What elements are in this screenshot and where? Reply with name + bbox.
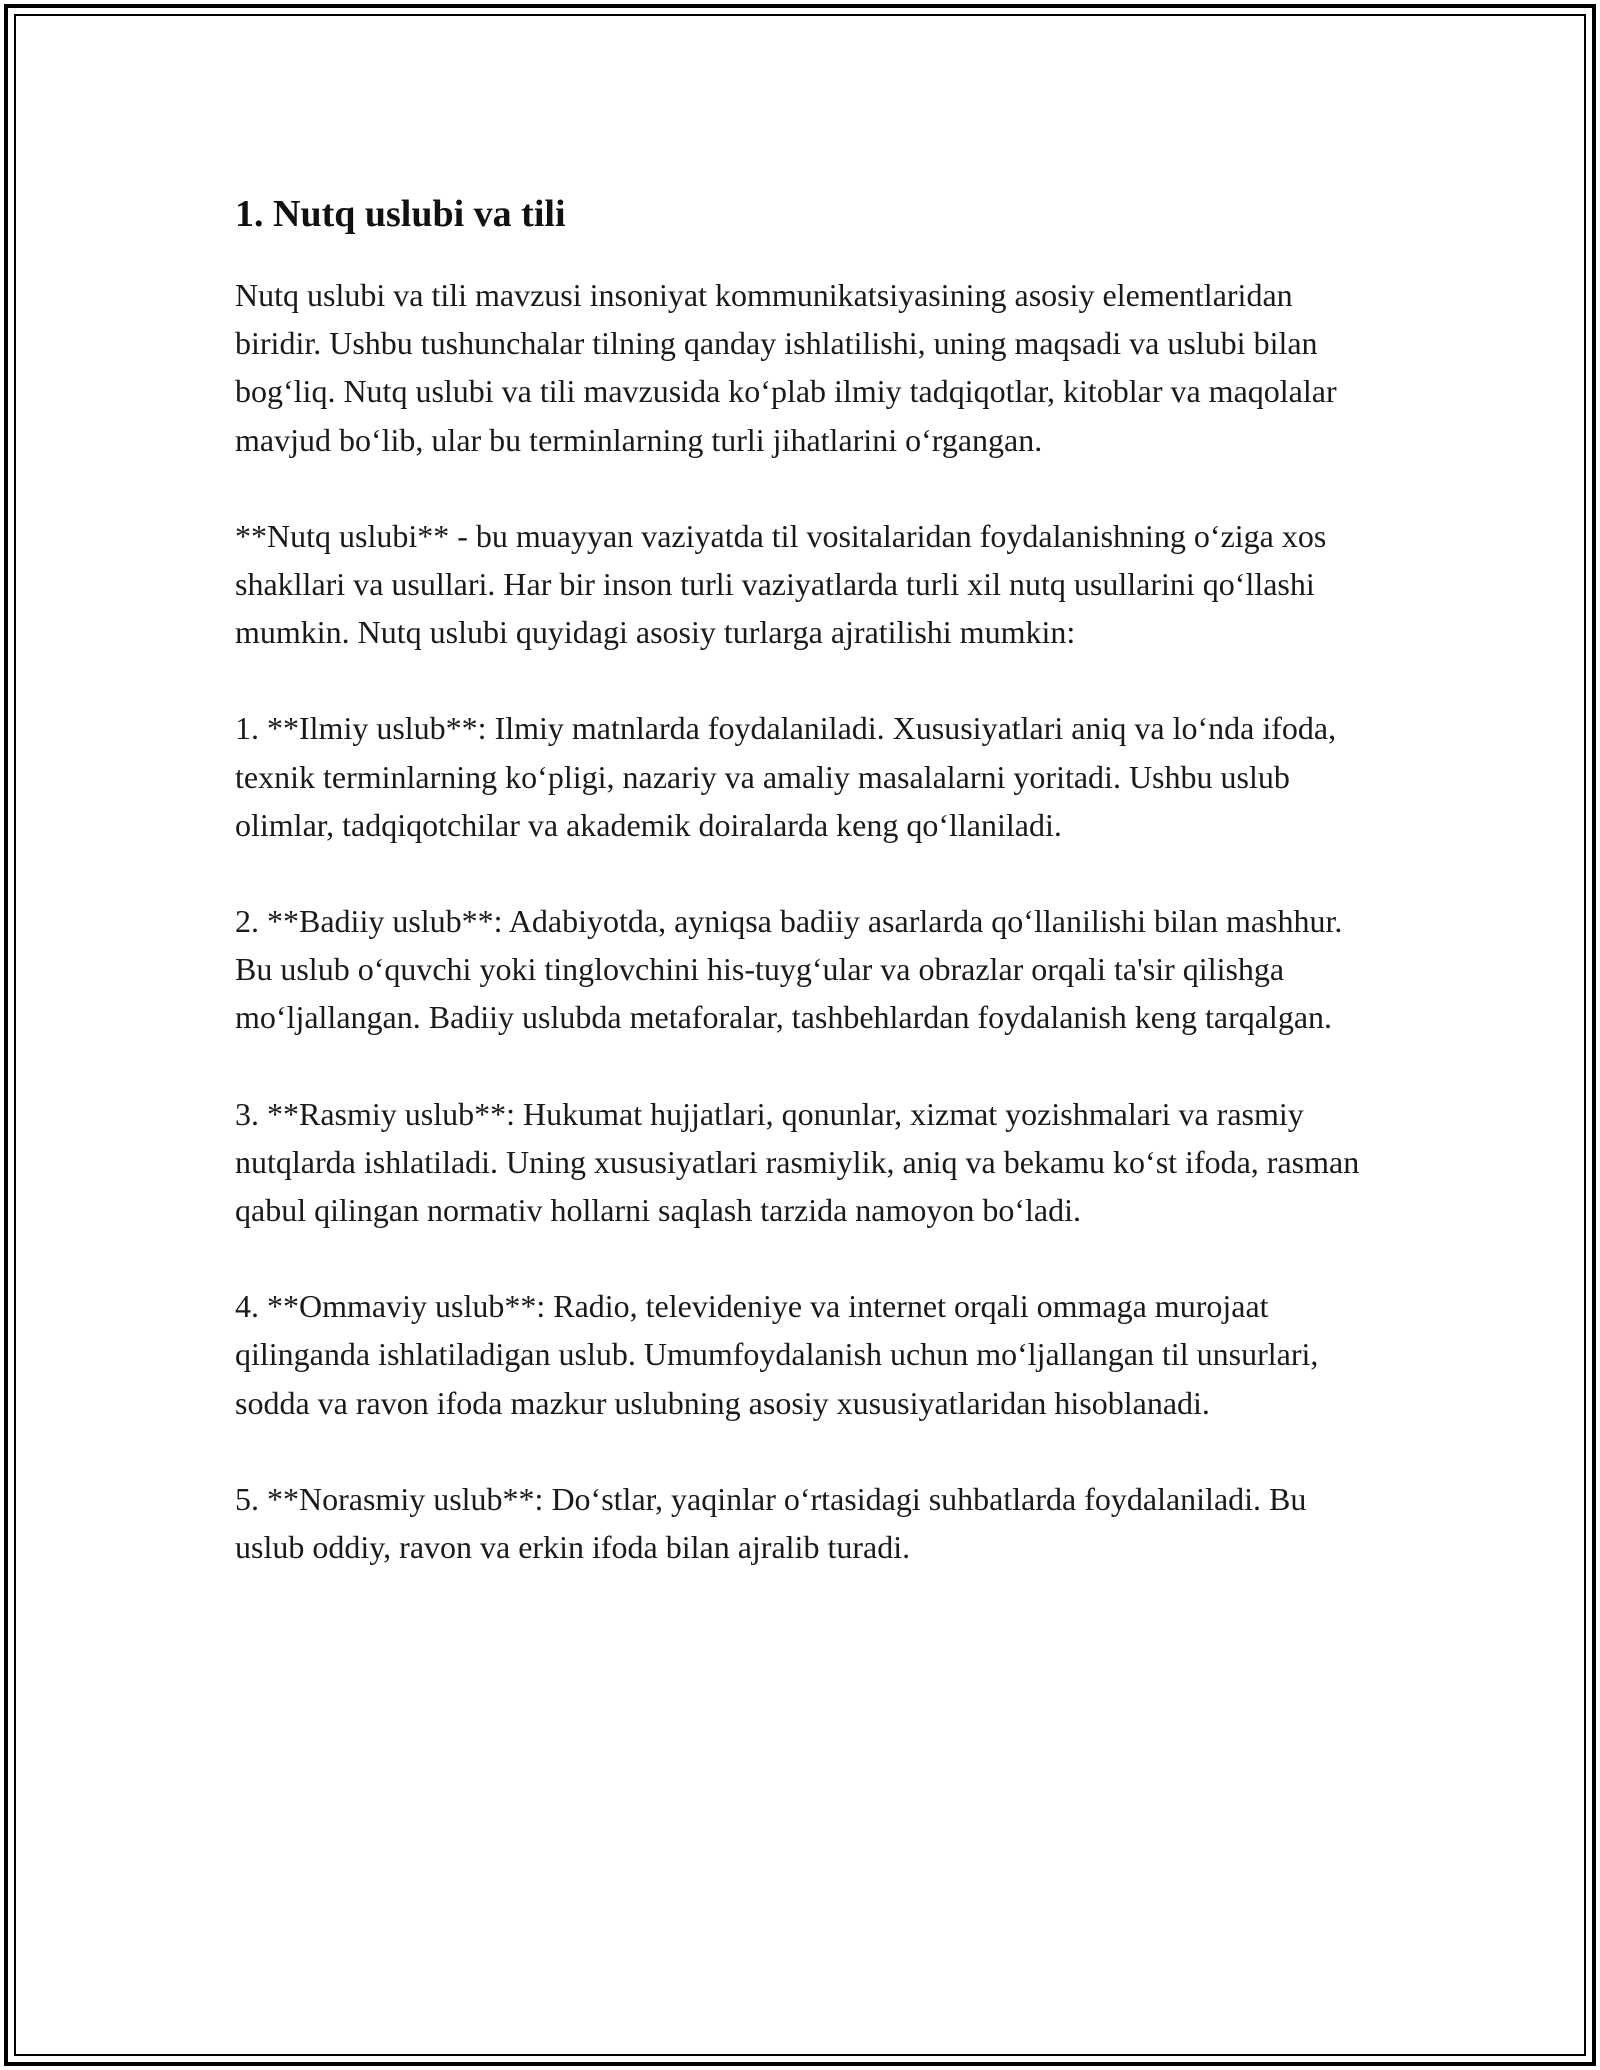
definition-paragraph: **Nutq uslubi** - bu muayyan vaziyatda til vositalaridan foydalanishning o‘ziga xos shakllari va usullari. Har bir inson turli vaziyatlarda turli xil nutq usullarini qo‘llashi mumkin. Nutq uslubi quyidagi asosiy turlarga ajratilishi mumkin: (235, 517, 1327, 651)
document-body (235, 188, 1380, 1619)
style-item-official: 3. **Rasmiy uslub**: Hukumat hujjatlari, qonunlar, xizmat yozishmalari va rasmiy nutqlarda ishlatiladi. Uning xususiyatlari rasmiylik, aniq va bekamu ko‘st ifoda, rasman qabul qilingan normativ hollarni saqlash tarzida namoyon bo‘ladi. (235, 1095, 1360, 1229)
style-item-informal: 5. **Norasmiy uslub**: Do‘stlar, yaqinlar o‘rtasidagi suhbatlarda foydalaniladi. Bu uslub oddiy, ravon va erkin ifoda bilan ajralib turadi. (235, 1480, 1307, 1566)
style-item-public: 4. **Ommaviy uslub**: Radio, televideniye va internet orqali ommaga murojaat qilinganda ishlatiladigan uslub. Umumfoydalanish uchun mo‘ljallangan til unsurlari, sodda va ravon ifoda mazkur uslubning asosiy xususiyatlaridan hisoblanadi. (235, 1288, 1319, 1421)
style-item-scientific: 1. **Ilmiy uslub**: Ilmiy matnlarda foydalaniladi. Xususiyatlari aniq va lo‘nda ifoda, texnik terminlarning ko‘pligi, nazariy va amaliy masalalarni yoritadi. Ushbu uslub olimlar, tadqiqotchilar va akademik doiralarda keng qo‘llaniladi. (235, 710, 1337, 843)
style-item-artistic: 2. **Badiiy uslub**: Adabiyotda, ayniqsa badiiy asarlarda qo‘llanilishi bilan mashhur. Bu uslub o‘quvchi yoki tinglovchini his-tuyg‘ular va obrazlar orqali ta'sir qilishga mo‘ljallangan. Badiiy uslubda metaforalar, tashbehlardan foydalanish keng tarqalgan. (235, 903, 1343, 1036)
intro-paragraph: Nutq uslubi va tili mavzusi insoniyat kommunikatsiyasining asosiy elementlaridan biridir. Ushbu tushunchalar tilning qanday ishlatilishi, uning maqsadi va uslubi bilan bog‘liq. Nutq uslubi va tili mavzusida ko‘plab ilmiy tadqiqotlar, kitoblar va maqolalar mavjud bo‘lib, ular bu terminlarning turli jihatlarini o‘rgangan. (235, 277, 1337, 458)
section-heading: 1. Nutq uslubi va tili (235, 193, 566, 235)
